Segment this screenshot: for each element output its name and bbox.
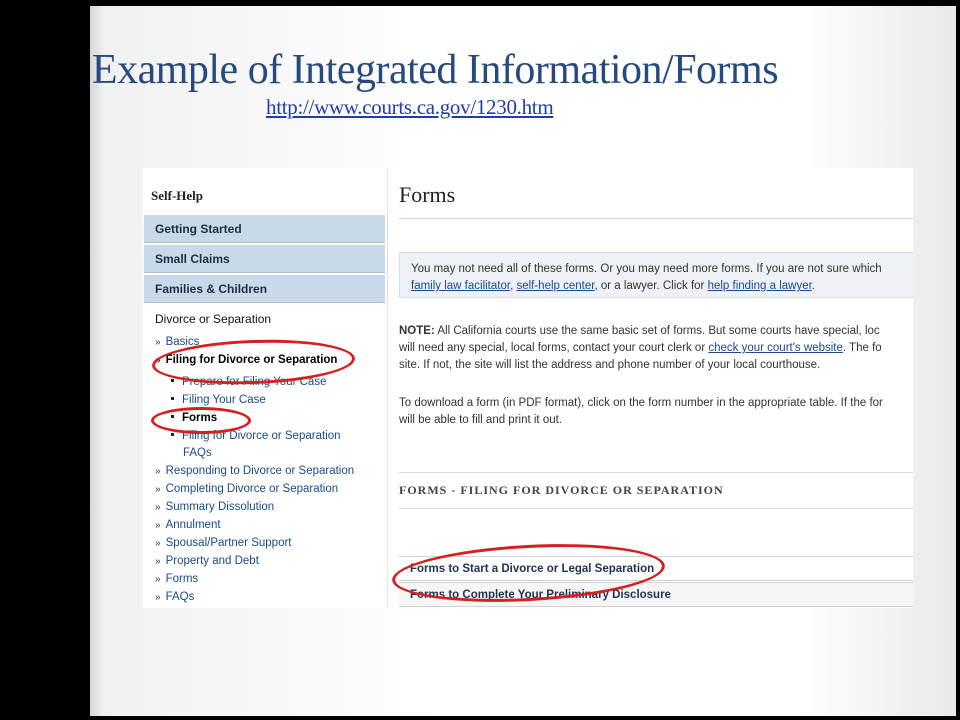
sidebar-item-label: Basics [165, 336, 200, 348]
nav-button-families-children[interactable]: Families & Children [144, 275, 385, 303]
sidebar-item-label: Completing Divorce or Separation [165, 483, 339, 495]
divider [399, 508, 913, 509]
download-paragraph: To download a form (in PDF format), click on the form number in the appropriate table. If the for will be able to fill and print it out. [399, 397, 883, 426]
double-chevron-icon: » [155, 520, 161, 531]
sidebar-item-label: Spousal/Partner Support [165, 537, 292, 549]
slide-title: Example of Integrated Information/Forms [91, 47, 779, 93]
double-chevron-icon: » [155, 355, 161, 366]
sidebar-item-label: Filing for Divorce or Separation [165, 354, 338, 366]
sidebar-item-label: Forms [182, 412, 218, 424]
sidebar [143, 168, 388, 608]
sidebar-title: Self-Help [151, 188, 203, 203]
sidebar-item-label: Filing for Divorce or Separation [182, 430, 341, 442]
sidebar-item-summary[interactable] [155, 501, 274, 513]
info-box [399, 252, 913, 298]
double-chevron-icon: » [155, 538, 161, 549]
nav-button-getting-started[interactable]: Getting Started [144, 215, 385, 243]
nav-button-small-claims[interactable]: Small Claims [144, 245, 385, 273]
sidebar-item-support[interactable] [155, 537, 292, 549]
sidebar-item-property[interactable] [155, 555, 259, 567]
double-chevron-icon: » [155, 592, 161, 603]
sidebar-item-label: FAQs [165, 591, 195, 603]
link-help-finding-lawyer[interactable]: help finding a lawyer [707, 280, 812, 292]
sidebar-subitem-faqs-cont[interactable]: FAQs [183, 447, 212, 459]
sidebar-item-label: Annulment [165, 519, 221, 531]
sidebar-item-forms[interactable] [155, 573, 198, 585]
sidebar-item-completing[interactable] [155, 483, 338, 495]
bullet-icon [171, 433, 174, 436]
double-chevron-icon: » [155, 484, 161, 495]
double-chevron-icon: » [155, 466, 161, 477]
sidebar-item-label: Filing Your Case [182, 394, 266, 406]
slide-url-link[interactable]: http://www.courts.ca.gov/1230.htm [266, 95, 554, 119]
page-title: Forms [399, 182, 456, 207]
sidebar-item-annulment[interactable] [155, 519, 221, 531]
forms-section-title: FORMS - FILING FOR DIVORCE OR SEPARATION [399, 483, 724, 497]
forms-row-start-divorce[interactable]: Forms to Start a Divorce or Legal Separation [399, 556, 913, 581]
sidebar-item-label: Prepare for Filing Your Case [182, 376, 327, 388]
double-chevron-icon: » [155, 556, 161, 567]
sidebar-item-faqs[interactable] [155, 591, 194, 603]
info-line-1: You may not need all of these forms. Or you may need more forms. If you are not sure which [411, 263, 882, 275]
divider [399, 218, 913, 219]
website-screenshot [143, 168, 913, 608]
double-chevron-icon: » [155, 574, 161, 585]
main-content [399, 168, 913, 608]
double-chevron-icon: » [155, 337, 161, 348]
bullet-icon [171, 379, 174, 382]
sidebar-item-label: Responding to Divorce or Separation [165, 465, 355, 477]
sidebar-item-label: Forms [165, 573, 199, 585]
forms-row-preliminary-disclosure[interactable]: Forms to Complete Your Preliminary Disclosure [399, 582, 913, 607]
sidebar-item-responding[interactable] [155, 465, 354, 477]
double-chevron-icon: » [155, 502, 161, 513]
sidebar-item-label: Property and Debt [165, 555, 259, 567]
note-label: NOTE: [399, 325, 435, 337]
link-self-help-center[interactable]: self-help center [516, 280, 595, 292]
info-line-2: family law facilitator, self-help center, or a lawyer. Click for help finding a lawyer. [411, 280, 815, 292]
divider [399, 472, 913, 473]
bullet-icon [171, 397, 174, 400]
link-family-law-facilitator[interactable]: family law facilitator [411, 280, 511, 292]
note-paragraph: NOTE: All California courts use the same basic set of forms. But some courts have special, loc will need any special, local forms, contact your court clerk or check your court's website. The fo site. If not, the site will list the address and phone number of your local courthouse. [399, 325, 882, 371]
sidebar-item-label: Summary Dissolution [165, 501, 275, 513]
sidebar-section-heading: Divorce or Separation [155, 312, 272, 326]
sidebar-subitem-filing-case[interactable] [171, 394, 266, 406]
link-check-court-website[interactable]: check your court's website [708, 342, 843, 354]
highlight-circle [151, 407, 251, 434]
